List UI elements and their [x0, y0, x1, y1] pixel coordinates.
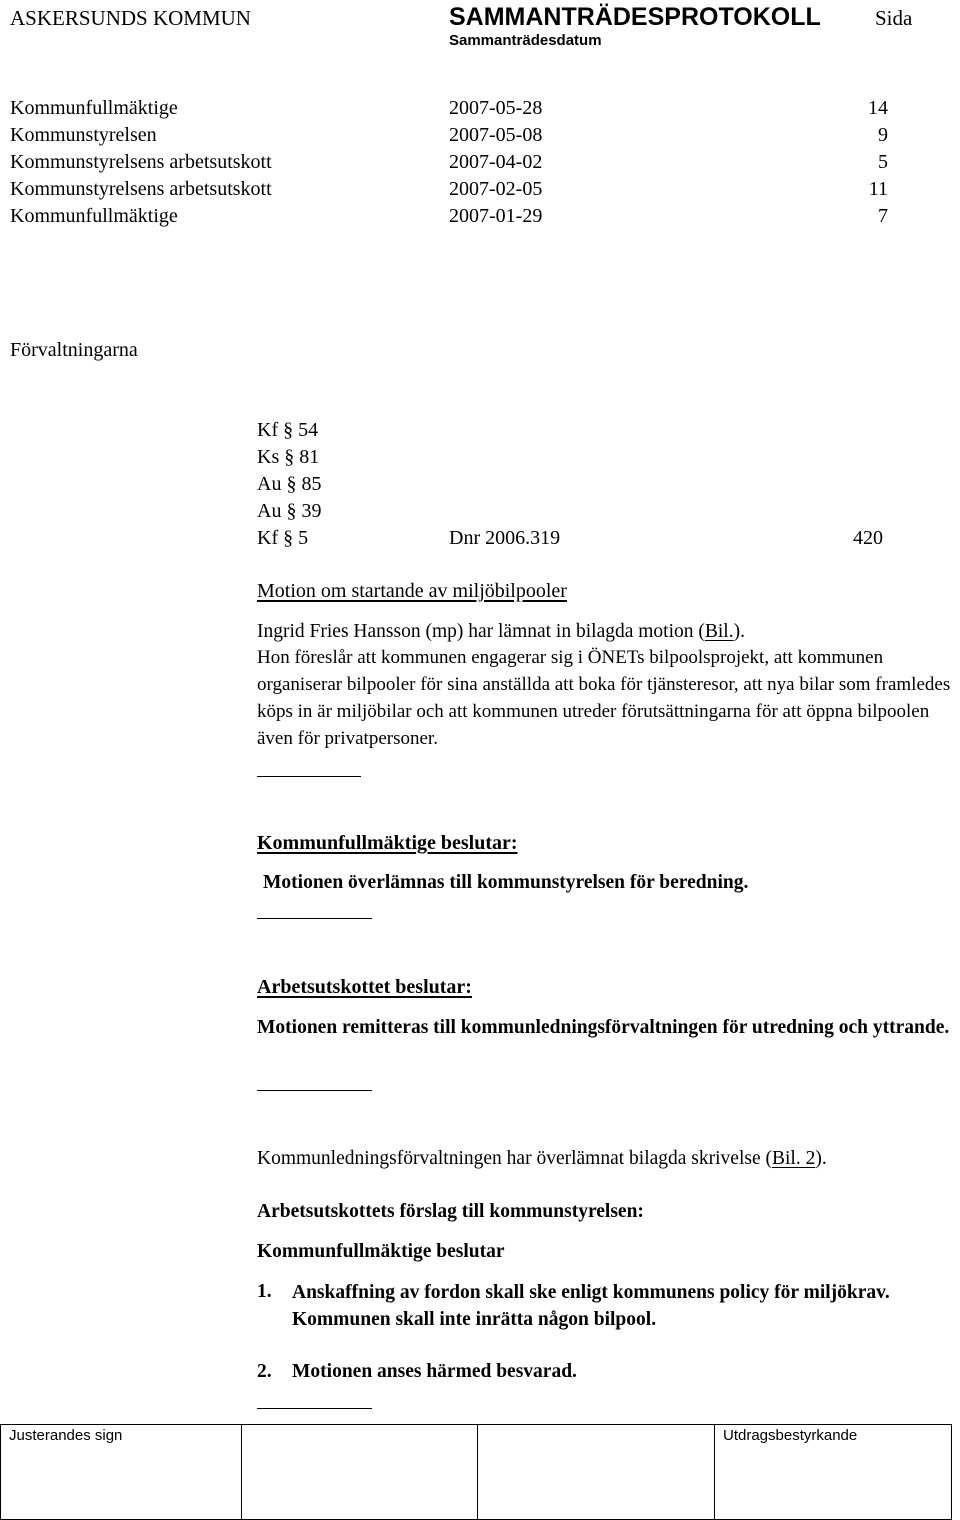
list-item: Anskaffning av fordon skall ske enligt kommunens policy för miljökrav. Kommunen skall inte inrätta någon bilpool.: [292, 1282, 890, 1330]
meeting-paragraph-ref: 11: [868, 178, 888, 200]
au-decision: Motionen remitteras till kommunledningsförvaltningen för utredning och yttrande.: [257, 1017, 950, 1038]
paragraph-ref: Au § 85: [257, 473, 322, 495]
meeting-body: Kommunstyrelsens arbetsutskott: [10, 178, 272, 200]
meeting-paragraph-ref: 7: [878, 205, 888, 227]
meeting-body: Kommunfullmäktige: [10, 97, 178, 119]
list-item-number: 1.: [257, 1281, 272, 1302]
divider: [257, 1090, 372, 1091]
justifier-sign-label: Justerandes sign: [9, 1427, 123, 1444]
divider: [257, 776, 361, 777]
section-symbol: §: [283, 419, 294, 441]
meeting-date: 2007-05-08: [449, 124, 543, 146]
signature-cell: [242, 1425, 478, 1520]
archive-code: 420: [853, 527, 883, 549]
kf-decision: Motionen överlämnas till kommunstyrelsen för beredning.: [263, 872, 749, 893]
meeting-date: 2007-01-29: [449, 205, 543, 227]
divider: [257, 1408, 372, 1409]
meeting-paragraph-ref: 5: [878, 151, 888, 173]
klf-text: Kommunledningsförvaltningen har överlämnat bilagda skrivelse (Bil. 2).: [257, 1148, 827, 1169]
recipients: Förvaltningarna: [10, 339, 138, 361]
signature-footer: [0, 1424, 952, 1520]
kf-heading: Kommunfullmäktige beslutar:: [257, 832, 518, 854]
document-type: SAMMANTRÄDESPROTOKOLL: [449, 3, 821, 31]
certification-cell: [715, 1425, 952, 1520]
attachment-link[interactable]: Bil.: [704, 621, 734, 642]
proposal-heading: Arbetsutskottets förslag till kommunstyrelsen:: [257, 1201, 644, 1222]
municipality-name: ASKERSUNDS KOMMUN: [10, 6, 251, 30]
meeting-paragraph-ref: 14: [868, 97, 888, 119]
meeting-body: Kommunfullmäktige: [10, 205, 178, 227]
intro-text: Ingrid Fries Hansson (mp) har lämnat in bilagda motion (Bil.).: [257, 621, 745, 642]
paragraph-ref: Kf § 54: [257, 419, 319, 441]
subject-title: Motion om startande av miljöbilpooler: [257, 580, 567, 602]
page-label: Sida: [875, 6, 913, 30]
paragraph-ref: Ks § 81: [257, 446, 320, 468]
meeting-body: Kommunstyrelsen: [10, 124, 157, 146]
meeting-date-label: Sammanträdesdatum: [449, 32, 602, 49]
paragraph-ref: Au § 39: [257, 500, 322, 522]
meeting-paragraph-ref: 9: [878, 124, 888, 146]
list-item-number: 2.: [257, 1361, 272, 1382]
meeting-date: 2007-05-28: [449, 97, 543, 119]
motion-text: Hon föreslår att kommunen engagerar sig i ÖNETs bilpoolsprojekt, att kommunen organiserar bilpooler för sina anställda att boka för tjänsteresor, att nya bilar som framledes köps in är miljöbilar och att kommunen utreder förutsättningarna för att öppna bilpoolen även för privatpersoner.: [257, 647, 951, 749]
signature-cell: [478, 1425, 715, 1520]
meeting-date: 2007-04-02: [449, 151, 543, 173]
attachment-link[interactable]: Bil. 2: [772, 1148, 816, 1169]
section-symbol: §: [283, 527, 294, 549]
paragraph-ref: Kf § 5: [257, 527, 309, 549]
section-symbol: §: [286, 500, 297, 522]
meeting-body: Kommunstyrelsens arbetsutskott: [10, 151, 272, 173]
divider: [257, 918, 372, 919]
proposal-subheading: Kommunfullmäktige beslutar: [257, 1241, 505, 1262]
justifier-sign-cell: [1, 1425, 242, 1520]
list-item: Motionen anses härmed besvarad.: [292, 1361, 577, 1382]
diary-number: Dnr 2006.319: [449, 527, 561, 549]
au-heading: Arbetsutskottet beslutar:: [257, 976, 472, 998]
section-symbol: §: [284, 446, 295, 468]
section-symbol: §: [286, 473, 297, 495]
certification-label: Utdragsbestyrkande: [723, 1427, 858, 1444]
meeting-date: 2007-02-05: [449, 178, 543, 200]
